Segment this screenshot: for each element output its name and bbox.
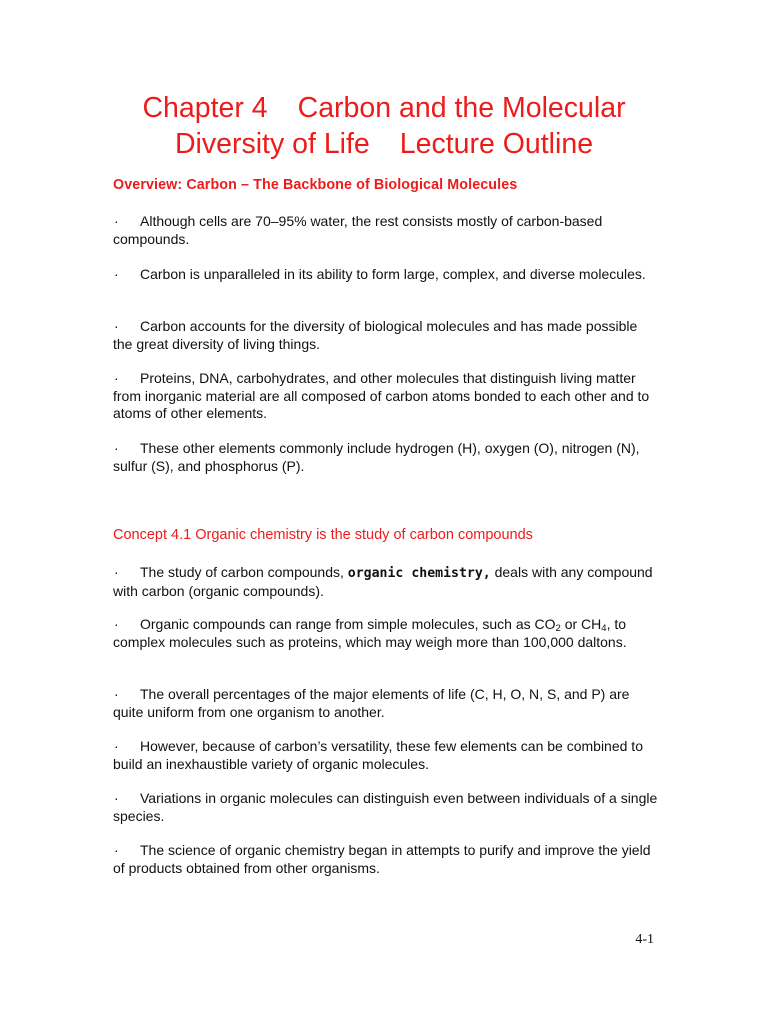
concept-heading: Concept 4.1 Organic chemistry is the study of carbon compounds: [113, 527, 533, 543]
bullet-marker: ·: [114, 564, 119, 580]
title-lecture-outline: Lecture Outline: [399, 128, 594, 160]
bullet-marker: ·: [114, 616, 119, 632]
concept-point-text: Variations in organic molecules can distinguish even between individuals of a single species.: [113, 790, 658, 824]
bullet-marker: ·: [114, 213, 119, 229]
overview-point-text: Carbon is unparalleled in its ability to form large, complex, and diverse molecules.: [140, 266, 646, 282]
concept-point: [113, 842, 658, 877]
concept-point: [113, 790, 658, 825]
overview-point-text: These other elements commonly include hydrogen (H), oxygen (O), nitrogen (N), sulfur (S), and phosphorus (P).: [113, 440, 640, 474]
concept-point-text: The overall percentages of the major elements of life (C, H, O, N, S, and P) are quite uniform from one organism to another.: [113, 686, 630, 720]
concept-point-text: The science of organic chemistry began in attempts to purify and improve the yield of products obtained from other organisms.: [113, 842, 651, 876]
overview-point-text: Although cells are 70–95% water, the rest consists mostly of carbon-based compounds.: [113, 213, 603, 247]
concept-point-text: However, because of carbon’s versatility, these few elements can be combined to build an inexhaustible variety of organic molecules.: [113, 738, 643, 772]
concept-point: [113, 616, 658, 651]
concept-point: [113, 738, 658, 773]
page-title: [0, 90, 768, 162]
bullet-marker: ·: [114, 686, 119, 702]
overview-point-text: Proteins, DNA, carbohydrates, and other molecules that distinguish living matter from inorganic material are all composed of carbon atoms bonded to each other and to atoms of other elements.: [113, 370, 650, 422]
title-topic-continued: Diversity of Life: [174, 128, 370, 160]
page-number: 4-1: [635, 932, 654, 947]
title-chapter: Chapter 4: [142, 92, 268, 124]
overview-point: [113, 370, 658, 423]
concept-point-text: or CH: [560, 616, 602, 632]
concept-point-text: Organic compounds can range from simple molecules, such as CO: [140, 616, 556, 632]
bullet-marker: ·: [114, 790, 119, 806]
overview-point: [113, 318, 658, 353]
concept-point-text: deals with any compound with carbon (organic compounds).: [113, 564, 653, 599]
bullet-marker: ·: [114, 318, 119, 334]
bullet-marker: ·: [114, 440, 119, 456]
bold-term: organic chemistry,: [347, 566, 491, 581]
overview-point-text: Carbon accounts for the diversity of biological molecules and has made possible the great diversity of living things.: [113, 318, 638, 352]
overview-point: [113, 213, 658, 248]
subscript: 4: [601, 623, 607, 634]
overview-point: [113, 440, 658, 475]
overview-point: [113, 266, 658, 284]
bullet-marker: ·: [114, 370, 119, 386]
title-topic: Carbon and the Molecular: [297, 92, 626, 124]
subscript: 2: [555, 623, 561, 634]
overview-heading: Overview: Carbon – The Backbone of Biological Molecules: [113, 177, 518, 193]
concept-point-text: The study of carbon compounds,: [140, 564, 348, 580]
bullet-marker: ·: [114, 738, 119, 754]
bullet-marker: ·: [114, 842, 119, 858]
concept-point: [113, 686, 658, 721]
bullet-marker: ·: [114, 266, 119, 282]
concept-point: [113, 564, 658, 600]
concept-point-text: , to complex molecules such as proteins, which may weigh more than 100,000 daltons.: [113, 616, 627, 650]
